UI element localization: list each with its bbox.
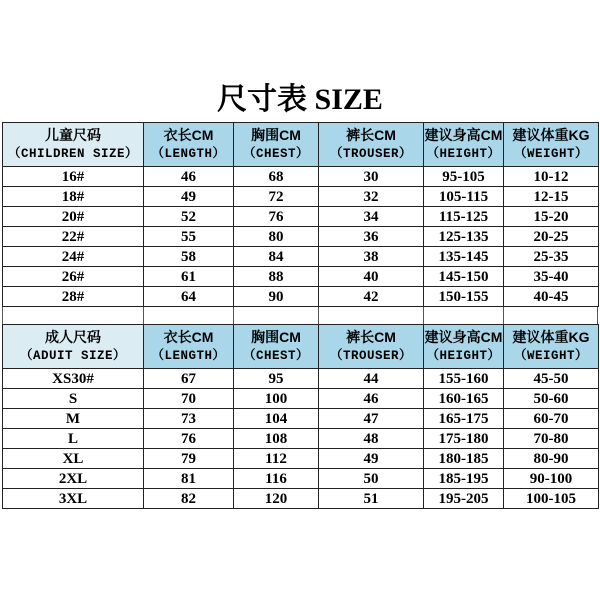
value-cell: 145-150 (424, 267, 504, 287)
value-cell: 44 (319, 369, 424, 389)
value-cell: 80 (234, 227, 319, 247)
value-cell: 10-12 (504, 167, 599, 187)
size-cell: 24# (3, 247, 144, 267)
value-cell: 115-125 (424, 207, 504, 227)
column-header-cn: 建议体重KG (512, 127, 590, 143)
header-row (3, 325, 599, 369)
value-cell: 36 (319, 227, 424, 247)
column-header (424, 325, 504, 369)
value-cell: 104 (234, 409, 319, 429)
column-header-cn: 胸围CM (251, 329, 301, 345)
size-cell: 22# (3, 227, 144, 247)
size-cell: M (3, 409, 144, 429)
spacer-column-line (503, 307, 598, 324)
table-row (3, 389, 599, 409)
table-row (3, 287, 599, 307)
column-header (144, 325, 234, 369)
value-cell: 40 (319, 267, 424, 287)
value-cell: 180-185 (424, 449, 504, 469)
column-header (504, 325, 599, 369)
value-cell: 45-50 (504, 369, 599, 389)
size-cell: XS30# (3, 369, 144, 389)
spacer-column-line (233, 307, 318, 324)
column-header (319, 325, 424, 369)
value-cell: 90-100 (504, 469, 599, 489)
value-cell: 15-20 (504, 207, 599, 227)
column-header-en: （HEIGHT） (426, 147, 501, 161)
size-cell: XL (3, 449, 144, 469)
value-cell: 48 (319, 429, 424, 449)
value-cell: 79 (144, 449, 234, 469)
spacer-column-line (423, 307, 503, 324)
value-cell: 155-160 (424, 369, 504, 389)
value-cell: 73 (144, 409, 234, 429)
value-cell: 90 (234, 287, 319, 307)
value-cell: 185-195 (424, 469, 504, 489)
value-cell: 70-80 (504, 429, 599, 449)
table-spacer (2, 307, 599, 324)
value-cell: 100-105 (504, 489, 599, 509)
table-row (3, 247, 599, 267)
value-cell: 51 (319, 489, 424, 509)
value-cell: 125-135 (424, 227, 504, 247)
value-cell: 64 (144, 287, 234, 307)
column-header-cn: 儿童尺码 (45, 127, 101, 143)
value-cell: 47 (319, 409, 424, 429)
value-cell: 195-205 (424, 489, 504, 509)
column-header-cn: 成人尺码 (45, 329, 101, 345)
table-row (3, 187, 599, 207)
value-cell: 160-165 (424, 389, 504, 409)
value-cell: 80-90 (504, 449, 599, 469)
column-header-en: （HEIGHT） (426, 349, 501, 363)
value-cell: 112 (234, 449, 319, 469)
value-cell: 108 (234, 429, 319, 449)
adult-size-table (2, 324, 599, 509)
value-cell: 72 (234, 187, 319, 207)
column-header-cn: 衣长CM (163, 127, 214, 143)
column-header-en: （LENGTH） (151, 147, 226, 161)
value-cell: 25-35 (504, 247, 599, 267)
column-header-en: （WEIGHT） (513, 147, 588, 161)
table-row (3, 227, 599, 247)
value-cell: 84 (234, 247, 319, 267)
value-cell: 150-155 (424, 287, 504, 307)
spacer-column-line (2, 307, 143, 324)
size-cell: 20# (3, 207, 144, 227)
column-header-cn: 胸围CM (251, 127, 301, 143)
column-header (424, 123, 504, 167)
value-cell: 46 (319, 389, 424, 409)
table-row (3, 429, 599, 449)
column-header-en: （TROUSER） (329, 349, 412, 363)
value-cell: 12-15 (504, 187, 599, 207)
size-cell: S (3, 389, 144, 409)
value-cell: 30 (319, 167, 424, 187)
table-row (3, 167, 599, 187)
column-header-en: （ADUIT SIZE） (19, 349, 126, 363)
table-row (3, 207, 599, 227)
column-header-en: （CHILDREN SIZE） (7, 147, 139, 161)
column-header (319, 123, 424, 167)
column-header-cn: 建议身高CM (424, 329, 503, 345)
size-cell: 18# (3, 187, 144, 207)
column-header-en: （LENGTH） (151, 349, 226, 363)
column-header (234, 123, 319, 167)
header-row (3, 123, 599, 167)
value-cell: 165-175 (424, 409, 504, 429)
value-cell: 55 (144, 227, 234, 247)
value-cell: 50-60 (504, 389, 599, 409)
value-cell: 40-45 (504, 287, 599, 307)
value-cell: 50 (319, 469, 424, 489)
size-cell: 3XL (3, 489, 144, 509)
value-cell: 58 (144, 247, 234, 267)
value-cell: 95 (234, 369, 319, 389)
value-cell: 49 (319, 449, 424, 469)
size-cell: 28# (3, 287, 144, 307)
size-cell: 16# (3, 167, 144, 187)
value-cell: 76 (144, 429, 234, 449)
column-header (3, 123, 144, 167)
value-cell: 95-105 (424, 167, 504, 187)
spacer-column-line (318, 307, 423, 324)
column-header-cn: 裤长CM (346, 127, 396, 143)
value-cell: 100 (234, 389, 319, 409)
value-cell: 68 (234, 167, 319, 187)
table-row (3, 409, 599, 429)
value-cell: 116 (234, 469, 319, 489)
column-header (3, 325, 144, 369)
table-row (3, 267, 599, 287)
value-cell: 61 (144, 267, 234, 287)
table-row (3, 449, 599, 469)
value-cell: 70 (144, 389, 234, 409)
value-cell: 120 (234, 489, 319, 509)
column-header-cn: 建议体重KG (512, 329, 590, 345)
value-cell: 32 (319, 187, 424, 207)
table-row (3, 469, 599, 489)
value-cell: 88 (234, 267, 319, 287)
column-header-en: （WEIGHT） (513, 349, 588, 363)
value-cell: 82 (144, 489, 234, 509)
table-row (3, 489, 599, 509)
value-cell: 38 (319, 247, 424, 267)
value-cell: 81 (144, 469, 234, 489)
value-cell: 105-115 (424, 187, 504, 207)
column-header (144, 123, 234, 167)
size-cell: L (3, 429, 144, 449)
column-header (234, 325, 319, 369)
size-cell: 2XL (3, 469, 144, 489)
value-cell: 35-40 (504, 267, 599, 287)
value-cell: 42 (319, 287, 424, 307)
value-cell: 175-180 (424, 429, 504, 449)
column-header-cn: 衣长CM (163, 329, 214, 345)
column-header-cn: 裤长CM (346, 329, 396, 345)
table-row (3, 369, 599, 389)
value-cell: 46 (144, 167, 234, 187)
value-cell: 135-145 (424, 247, 504, 267)
children-size-table (2, 122, 599, 307)
column-header-en: （CHEST） (242, 147, 309, 161)
size-cell: 26# (3, 267, 144, 287)
column-header-cn: 建议身高CM (424, 127, 503, 143)
value-cell: 67 (144, 369, 234, 389)
column-header-en: （TROUSER） (329, 147, 412, 161)
value-cell: 49 (144, 187, 234, 207)
value-cell: 20-25 (504, 227, 599, 247)
value-cell: 76 (234, 207, 319, 227)
value-cell: 34 (319, 207, 424, 227)
column-header-en: （CHEST） (242, 349, 309, 363)
value-cell: 60-70 (504, 409, 599, 429)
spacer-column-line (143, 307, 233, 324)
page-title: 尺寸表 SIZE (217, 83, 383, 116)
column-header (504, 123, 599, 167)
value-cell: 52 (144, 207, 234, 227)
